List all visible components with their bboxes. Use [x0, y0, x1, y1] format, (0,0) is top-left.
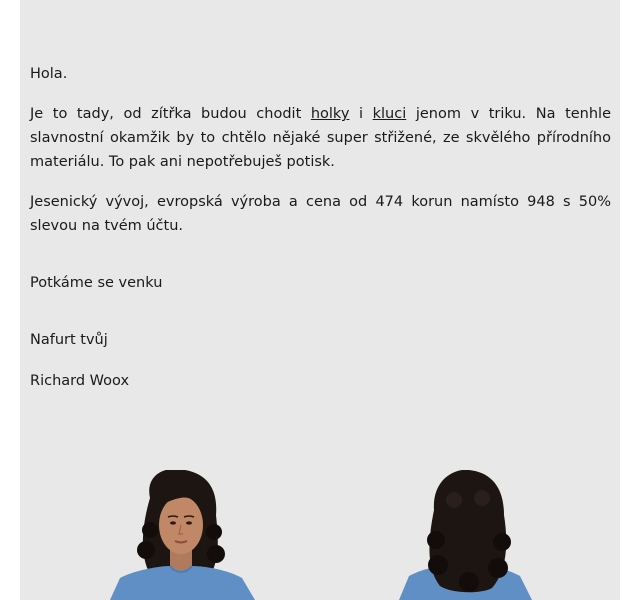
paragraph-intro-text-2: i [349, 106, 373, 122]
signature: Richard Woox [30, 373, 130, 389]
paragraph-intro-text-3: jenom v triku. Na tenhle slavnostní okamžik by to chtělo nějaké super střižené, ze skvělého přírodního materiálu. To pak ani nepotřebuješ potisk. [30, 106, 612, 170]
greeting: Hola. [30, 66, 68, 82]
link-kluci[interactable]: kluci [372, 106, 407, 122]
email-canvas [20, 0, 620, 600]
paragraph-intro-text-1: Je to tady, od zítřka budou chodit [30, 106, 311, 122]
email-body [30, 62, 611, 393]
woman-back-tshirt-image [374, 470, 554, 600]
closing-line: Nafurt tvůj [30, 332, 108, 348]
meet-line: Potkáme se venku [30, 275, 163, 291]
link-holky[interactable]: holky [310, 106, 350, 122]
woman-front-tshirt-image [90, 470, 270, 600]
paragraph-price: Jesenický vývoj, evropská výroba a cena od 474 korun namísto 948 s 50% slevou na tvém účtu. [30, 194, 611, 234]
product-image-front[interactable] [90, 470, 270, 600]
product-image-back[interactable] [374, 470, 554, 600]
paragraph-intro [30, 102, 611, 174]
